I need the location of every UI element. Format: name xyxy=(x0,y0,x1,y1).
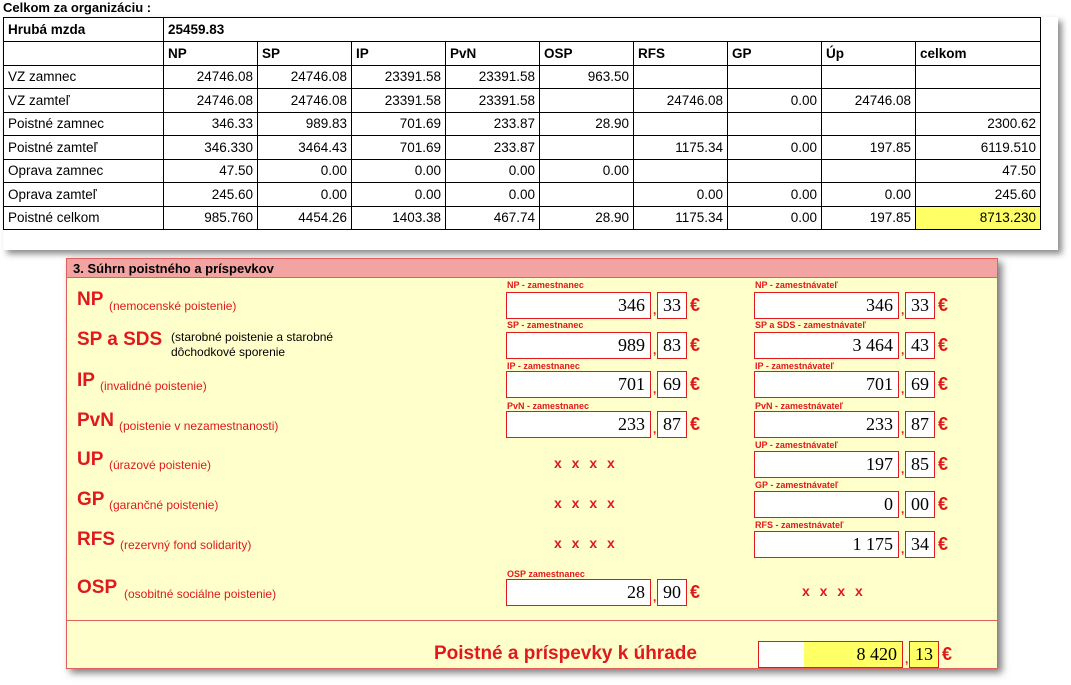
rfs-code: RFS xyxy=(77,529,115,550)
table-row xyxy=(4,183,1041,207)
up-employer-int-field[interactable]: 197 xyxy=(754,451,899,478)
table-cell: 346.330 xyxy=(164,136,258,160)
table-cell: 0.00 xyxy=(634,183,728,207)
table-cell xyxy=(540,89,634,113)
table-cell: 23391.58 xyxy=(446,89,540,113)
pvn-employee-dec-field[interactable]: 87 xyxy=(657,411,687,438)
gp-employer-label: GP - zamestnávateľ xyxy=(755,480,839,490)
table-cell: 989.83 xyxy=(258,112,352,136)
table-cell: 245.60 xyxy=(916,183,1041,207)
np-employer-dec-field[interactable]: 33 xyxy=(905,292,935,319)
table-cell: 23391.58 xyxy=(446,65,540,89)
table-cell xyxy=(728,65,822,89)
sp-employee-int-field[interactable]: 989 xyxy=(506,332,651,359)
table-row xyxy=(4,65,1041,89)
col-header: OSP xyxy=(540,42,634,66)
col-header: IP xyxy=(352,42,446,66)
pvn-employee-label: PvN - zamestnanec xyxy=(507,401,590,411)
table-cell: 0.00 xyxy=(728,183,822,207)
euro-icon: € xyxy=(938,335,949,355)
sp-employer-dec-field[interactable]: 43 xyxy=(905,332,935,359)
decimal-comma: , xyxy=(653,343,657,357)
column-header-row xyxy=(4,42,1041,66)
sp-employee-label: SP - zamestnanec xyxy=(507,320,584,330)
table-cell: 963.50 xyxy=(540,65,634,89)
euro-icon: € xyxy=(690,295,701,315)
table-cell: 233.87 xyxy=(446,136,540,160)
table-cell: 0.00 xyxy=(446,183,540,207)
np-employee-int-field[interactable]: 346 xyxy=(506,292,651,319)
table-cell: 1175.34 xyxy=(634,206,728,230)
table-cell: 23391.58 xyxy=(352,65,446,89)
decimal-comma: , xyxy=(901,343,905,357)
table-cell: 4454.26 xyxy=(258,206,352,230)
up-employer-label: UP - zamestnávateľ xyxy=(755,440,838,450)
euro-icon: € xyxy=(690,582,701,602)
table-cell: 0.00 xyxy=(728,136,822,160)
decimal-comma: , xyxy=(653,422,657,436)
col-header: PvN xyxy=(446,42,540,66)
sp-code: SP a SDS xyxy=(77,329,163,350)
euro-icon: € xyxy=(938,295,949,315)
table-cell: 0.00 xyxy=(540,159,634,183)
total-dec-field[interactable]: 13 xyxy=(909,641,939,668)
sp-desc-line1: (starobné poistenie a starobné xyxy=(171,330,334,344)
table-cell: 1403.38 xyxy=(352,206,446,230)
table-cell: 28.90 xyxy=(540,112,634,136)
table-cell: 0.00 xyxy=(258,183,352,207)
row-label: VZ zamnec xyxy=(4,65,164,89)
rfs-desc: (rezervný fond solidarity) xyxy=(120,538,252,552)
table-cell: 233.87 xyxy=(446,112,540,136)
table-cell: 24746.08 xyxy=(164,65,258,89)
sp-employer-int-field[interactable]: 3 464 xyxy=(754,332,899,359)
table-cell: 197.85 xyxy=(822,206,916,230)
ip-employee-dec-field[interactable]: 69 xyxy=(657,371,687,398)
org-totals-table xyxy=(3,17,1041,230)
total-int-field[interactable]: 8 420 xyxy=(758,641,903,668)
ip-employer-label: IP - zamestnávateľ xyxy=(755,361,834,371)
table-cell xyxy=(634,112,728,136)
table-cell xyxy=(916,89,1041,113)
euro-icon: € xyxy=(690,374,701,394)
up-code: UP xyxy=(77,449,104,470)
summary-panel xyxy=(66,258,998,669)
table-cell: 1175.34 xyxy=(634,136,728,160)
col-header: GP xyxy=(728,42,822,66)
table-cell: 24746.08 xyxy=(822,89,916,113)
decimal-comma: , xyxy=(905,652,909,666)
table-cell: 0.00 xyxy=(822,183,916,207)
decimal-comma: , xyxy=(901,303,905,317)
table-cell: 24746.08 xyxy=(164,89,258,113)
ip-employer-dec-field[interactable]: 69 xyxy=(905,371,935,398)
row-label: Poistné celkom xyxy=(4,206,164,230)
euro-icon: € xyxy=(690,335,701,355)
decimal-comma: , xyxy=(901,502,905,516)
osp-employee-label: OSP zamestnanec xyxy=(507,569,585,579)
table-row xyxy=(4,159,1041,183)
table-cell: 701.69 xyxy=(352,112,446,136)
np-employee-label: NP - zamestnanec xyxy=(507,280,584,290)
org-title: Celkom za organizáciu : xyxy=(3,0,152,15)
col-header: celkom xyxy=(916,42,1041,66)
up-desc: (úrazové poistenie) xyxy=(109,458,212,472)
rfs-employee-na: x x x x xyxy=(554,535,618,551)
rfs-employer-dec-field[interactable]: 34 xyxy=(905,531,935,558)
col-header: SP xyxy=(258,42,352,66)
euro-icon: € xyxy=(938,454,949,474)
decimal-comma: , xyxy=(901,382,905,396)
table-cell xyxy=(634,65,728,89)
table-cell: 985.760 xyxy=(164,206,258,230)
pvn-employer-label: PvN - zamestnávateľ xyxy=(755,401,844,411)
row-label: Poistné zamnec xyxy=(4,112,164,136)
euro-icon: € xyxy=(690,414,701,434)
table-row xyxy=(4,89,1041,113)
np-code: NP xyxy=(77,289,104,310)
table-cell xyxy=(634,159,728,183)
osp-employee-dec-field[interactable]: 90 xyxy=(657,579,687,606)
table-cell: 3464.43 xyxy=(258,136,352,160)
summary-header: 3. Súhrn poistného a príspevkov xyxy=(67,259,997,278)
up-employer-dec-field[interactable]: 85 xyxy=(905,451,935,478)
ip-employee-int-field[interactable]: 701 xyxy=(506,371,651,398)
sp-employer-label: SP a SDS - zamestnávateľ xyxy=(755,320,866,330)
col-header: Úp xyxy=(822,42,916,66)
table-cell: 47.50 xyxy=(916,159,1041,183)
gross-wage-value: 25459.83 xyxy=(164,18,1041,42)
col-header: RFS xyxy=(634,42,728,66)
gp-employer-int-field[interactable]: 0 xyxy=(754,491,899,518)
osp-desc: (osobitné sociálne poistenie) xyxy=(124,587,277,601)
total-label: Poistné a príspevky k úhrade xyxy=(434,643,697,664)
summary-divider xyxy=(67,620,997,621)
row-label: Oprava zamnec xyxy=(4,159,164,183)
decimal-comma: , xyxy=(653,590,657,604)
table-cell: 0.00 xyxy=(728,206,822,230)
np-employee-dec-field[interactable]: 33 xyxy=(657,292,687,319)
table-cell xyxy=(540,183,634,207)
table-cell: 0.00 xyxy=(352,183,446,207)
ip-code: IP xyxy=(77,370,95,391)
row-label: Poistné zamteľ xyxy=(4,136,164,160)
euro-icon: € xyxy=(938,414,949,434)
pvn-employer-dec-field[interactable]: 87 xyxy=(905,411,935,438)
decimal-comma: , xyxy=(653,303,657,317)
rfs-employer-int-field[interactable]: 1 175 xyxy=(754,531,899,558)
table-cell xyxy=(728,112,822,136)
pvn-code: PvN xyxy=(77,410,114,431)
gp-desc: (garančné poistenie) xyxy=(109,498,219,512)
osp-employee-int-field[interactable]: 28 xyxy=(506,579,651,606)
table-cell xyxy=(728,159,822,183)
decimal-comma: , xyxy=(901,542,905,556)
gp-code: GP xyxy=(77,489,105,510)
up-employee-na: x x x x xyxy=(554,455,618,471)
pvn-desc: (poistenie v nezamestnanosti) xyxy=(119,419,279,433)
euro-icon: € xyxy=(938,374,949,394)
np-desc: (nemocenské poistenie) xyxy=(109,299,237,313)
table-cell: 8713.230 xyxy=(916,206,1041,230)
table-cell: 23391.58 xyxy=(352,89,446,113)
table-cell: 197.85 xyxy=(822,136,916,160)
ip-desc: (invalidné poistenie) xyxy=(100,379,207,393)
decimal-comma: , xyxy=(653,382,657,396)
table-cell xyxy=(916,65,1041,89)
table-cell: 0.00 xyxy=(258,159,352,183)
org-totals-panel xyxy=(3,17,1058,250)
table-cell: 24746.08 xyxy=(258,89,352,113)
np-employer-label: NP - zamestnávateľ xyxy=(755,280,838,290)
table-row xyxy=(4,112,1041,136)
table-row xyxy=(4,206,1041,230)
row-label: VZ zamteľ xyxy=(4,89,164,113)
sp-employee-dec-field[interactable]: 83 xyxy=(657,332,687,359)
table-cell: 6119.510 xyxy=(916,136,1041,160)
table-cell: 47.50 xyxy=(164,159,258,183)
np-employer-int-field[interactable]: 346 xyxy=(754,292,899,319)
gp-employee-na: x x x x xyxy=(554,495,618,511)
gross-wage-row xyxy=(4,18,1041,42)
table-cell: 28.90 xyxy=(540,206,634,230)
ip-employer-int-field[interactable]: 701 xyxy=(754,371,899,398)
pvn-employer-int-field[interactable]: 233 xyxy=(754,411,899,438)
osp-code: OSP xyxy=(77,577,118,598)
pvn-employee-int-field[interactable]: 233 xyxy=(506,411,651,438)
table-cell: 0.00 xyxy=(352,159,446,183)
decimal-comma: , xyxy=(901,422,905,436)
table-cell: 0.00 xyxy=(728,89,822,113)
table-cell: 245.60 xyxy=(164,183,258,207)
table-cell: 24746.08 xyxy=(258,65,352,89)
table-cell: 2300.62 xyxy=(916,112,1041,136)
gp-employer-dec-field[interactable]: 00 xyxy=(905,491,935,518)
row-label: Oprava zamteľ xyxy=(4,183,164,207)
col-header: NP xyxy=(164,42,258,66)
header-corner xyxy=(4,42,164,66)
table-cell xyxy=(822,65,916,89)
euro-icon: € xyxy=(938,534,949,554)
decimal-comma: , xyxy=(901,462,905,476)
table-cell xyxy=(540,136,634,160)
euro-icon: € xyxy=(938,494,949,514)
osp-employer-na: x x x x xyxy=(802,583,866,599)
table-cell: 701.69 xyxy=(352,136,446,160)
table-cell: 24746.08 xyxy=(634,89,728,113)
table-cell: 0.00 xyxy=(446,159,540,183)
gross-wage-label: Hrubá mzda xyxy=(4,18,164,42)
table-cell xyxy=(822,159,916,183)
rfs-employer-label: RFS - zamestnávateľ xyxy=(755,520,844,530)
table-cell: 346.33 xyxy=(164,112,258,136)
table-cell xyxy=(822,112,916,136)
sp-desc-line2: dôchodkové sporenie xyxy=(171,345,286,359)
table-row xyxy=(4,136,1041,160)
ip-employee-label: IP - zamestnanec xyxy=(507,361,580,371)
euro-icon: € xyxy=(942,644,953,664)
table-cell: 467.74 xyxy=(446,206,540,230)
